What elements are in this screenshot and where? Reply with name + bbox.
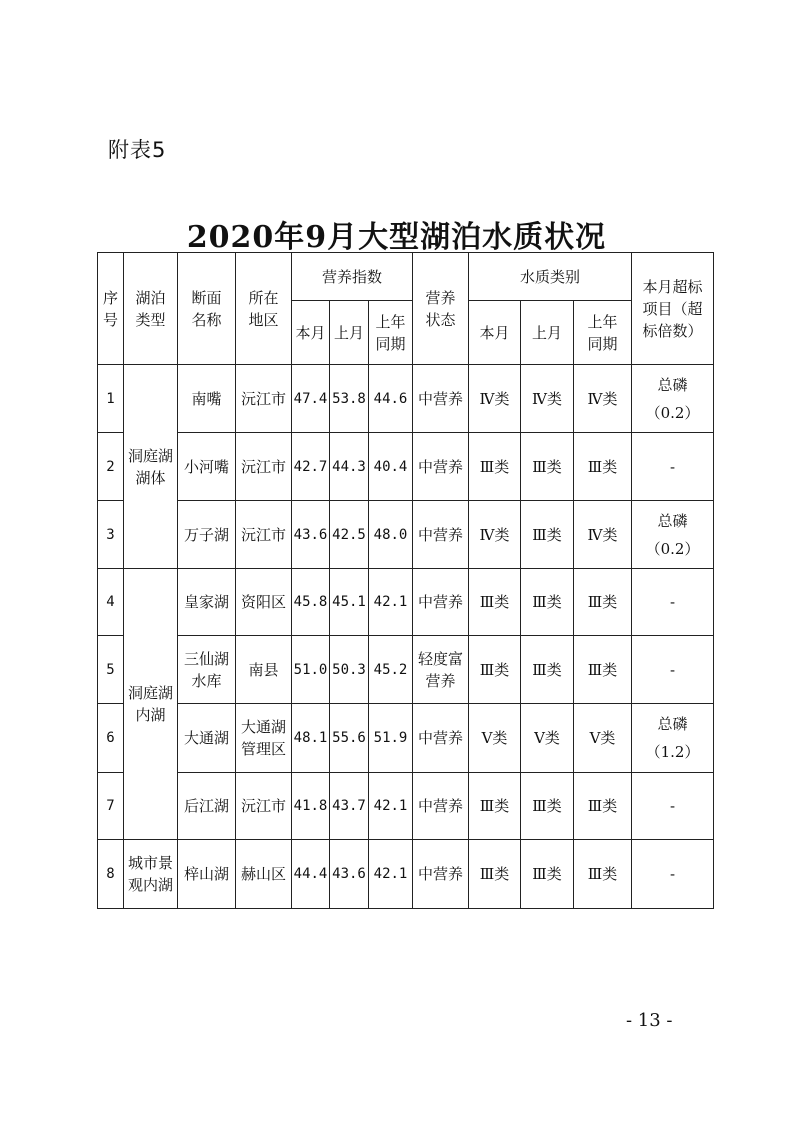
- row-wc-now: Ⅲ类: [469, 569, 521, 636]
- row-wc-prev: Ⅲ类: [521, 636, 574, 704]
- row-seq: 1: [98, 365, 124, 433]
- row-ti-now: 45.8: [292, 569, 330, 636]
- row-status: 轻度富营养: [413, 636, 469, 704]
- header-exceed: 本月超标项目（超标倍数）: [632, 253, 714, 365]
- row-ti-prev: 42.5: [330, 501, 369, 569]
- row-area: 资阳区: [236, 569, 292, 636]
- header-water-class: 水质类别: [469, 253, 632, 301]
- header-ti-this-month: 本月: [292, 301, 330, 365]
- row-seq: 7: [98, 773, 124, 840]
- row-ti-now: 41.8: [292, 773, 330, 840]
- row-ti-now: 51.0: [292, 636, 330, 704]
- row-section: 皇家湖: [178, 569, 236, 636]
- row-wc-prev: Ⅲ类: [521, 501, 574, 569]
- row-section: 三仙湖水库: [178, 636, 236, 704]
- row-wc-ly: Ⅲ类: [574, 840, 632, 909]
- row-wc-prev: Ⅳ类: [521, 365, 574, 433]
- row-status: 中营养: [413, 501, 469, 569]
- header-seq: 序号: [98, 253, 124, 365]
- row-ti-ly: 44.6: [369, 365, 413, 433]
- table-row: [98, 569, 714, 636]
- row-exceed: -: [632, 840, 714, 909]
- row-status: 中营养: [413, 569, 469, 636]
- table-row: [98, 365, 714, 433]
- row-wc-prev: Ⅲ类: [521, 569, 574, 636]
- row-wc-now: Ⅳ类: [469, 365, 521, 433]
- row-wc-ly: Ⅴ类: [574, 704, 632, 773]
- row-status: 中营养: [413, 704, 469, 773]
- row-seq: 8: [98, 840, 124, 909]
- row-ti-prev: 43.7: [330, 773, 369, 840]
- header-ti-last-month: 上月: [330, 301, 369, 365]
- row-ti-ly: 45.2: [369, 636, 413, 704]
- row-wc-ly: Ⅲ类: [574, 636, 632, 704]
- row-exceed: 总磷（0.2）: [632, 365, 714, 433]
- row-status: 中营养: [413, 773, 469, 840]
- row-status: 中营养: [413, 365, 469, 433]
- row-exceed: -: [632, 773, 714, 840]
- row-area: 沅江市: [236, 501, 292, 569]
- row-ti-now: 43.6: [292, 501, 330, 569]
- header-wc-last-month: 上月: [521, 301, 574, 365]
- row-status: 中营养: [413, 433, 469, 501]
- water-quality-table: [97, 252, 714, 909]
- row-wc-ly: Ⅲ类: [574, 569, 632, 636]
- group-lake-type: 城市景观内湖: [124, 840, 178, 909]
- row-ti-prev: 45.1: [330, 569, 369, 636]
- header-trophic-index: 营养指数: [292, 253, 413, 301]
- row-seq: 6: [98, 704, 124, 773]
- row-wc-prev: Ⅲ类: [521, 433, 574, 501]
- header-wc-this-month: 本月: [469, 301, 521, 365]
- table-row: [98, 433, 714, 501]
- header-ti-last-year: 上年同期: [369, 301, 413, 365]
- row-section: 后江湖: [178, 773, 236, 840]
- header-trophic-status: 营养状态: [413, 253, 469, 365]
- row-wc-ly: Ⅲ类: [574, 773, 632, 840]
- row-wc-ly: Ⅲ类: [574, 433, 632, 501]
- table-row: [98, 840, 714, 909]
- row-seq: 3: [98, 501, 124, 569]
- row-ti-now: 47.4: [292, 365, 330, 433]
- row-ti-ly: 51.9: [369, 704, 413, 773]
- row-wc-now: Ⅲ类: [469, 773, 521, 840]
- row-ti-ly: 42.1: [369, 773, 413, 840]
- row-wc-now: Ⅳ类: [469, 501, 521, 569]
- page-title: 2020年9月大型湖泊水质状况: [186, 220, 607, 255]
- row-seq: 4: [98, 569, 124, 636]
- row-ti-ly: 42.1: [369, 569, 413, 636]
- row-ti-prev: 44.3: [330, 433, 369, 501]
- row-wc-now: Ⅴ类: [469, 704, 521, 773]
- row-wc-ly: Ⅳ类: [574, 501, 632, 569]
- row-exceed: 总磷（0.2）: [632, 501, 714, 569]
- table-row: [98, 773, 714, 840]
- table-row: [98, 501, 714, 569]
- row-ti-prev: 43.6: [330, 840, 369, 909]
- row-seq: 2: [98, 433, 124, 501]
- row-wc-now: Ⅲ类: [469, 636, 521, 704]
- row-section: 南嘴: [178, 365, 236, 433]
- header-lake-type: 湖泊类型: [124, 253, 178, 365]
- row-ti-ly: 42.1: [369, 840, 413, 909]
- row-section: 万子湖: [178, 501, 236, 569]
- row-ti-ly: 48.0: [369, 501, 413, 569]
- header-area: 所在地区: [236, 253, 292, 365]
- row-ti-prev: 55.6: [330, 704, 369, 773]
- row-area: 沅江市: [236, 365, 292, 433]
- row-ti-prev: 53.8: [330, 365, 369, 433]
- row-exceed: -: [632, 636, 714, 704]
- row-area: 南县: [236, 636, 292, 704]
- row-ti-ly: 40.4: [369, 433, 413, 501]
- row-ti-now: 48.1: [292, 704, 330, 773]
- group-lake-type: 洞庭湖湖体: [124, 365, 178, 569]
- row-area: 大通湖管理区: [236, 704, 292, 773]
- header-section: 断面名称: [178, 253, 236, 365]
- row-section: 小河嘴: [178, 433, 236, 501]
- row-wc-now: Ⅲ类: [469, 840, 521, 909]
- row-ti-now: 44.4: [292, 840, 330, 909]
- table-row: [98, 704, 714, 773]
- annex-label: 附表5: [108, 138, 167, 162]
- row-exceed: -: [632, 569, 714, 636]
- row-wc-prev: Ⅴ类: [521, 704, 574, 773]
- row-exceed: 总磷（1.2）: [632, 704, 714, 773]
- row-section: 大通湖: [178, 704, 236, 773]
- row-area: 沅江市: [236, 433, 292, 501]
- group-lake-type: 洞庭湖内湖: [124, 569, 178, 840]
- row-ti-prev: 50.3: [330, 636, 369, 704]
- header-wc-last-year: 上年同期: [574, 301, 632, 365]
- page-number: - 13 -: [626, 1010, 673, 1031]
- row-seq: 5: [98, 636, 124, 704]
- table-row: [98, 636, 714, 704]
- row-area: 沅江市: [236, 773, 292, 840]
- row-exceed: -: [632, 433, 714, 501]
- row-area: 赫山区: [236, 840, 292, 909]
- row-status: 中营养: [413, 840, 469, 909]
- row-ti-now: 42.7: [292, 433, 330, 501]
- row-wc-prev: Ⅲ类: [521, 840, 574, 909]
- row-wc-now: Ⅲ类: [469, 433, 521, 501]
- row-wc-prev: Ⅲ类: [521, 773, 574, 840]
- row-wc-ly: Ⅳ类: [574, 365, 632, 433]
- row-section: 梓山湖: [178, 840, 236, 909]
